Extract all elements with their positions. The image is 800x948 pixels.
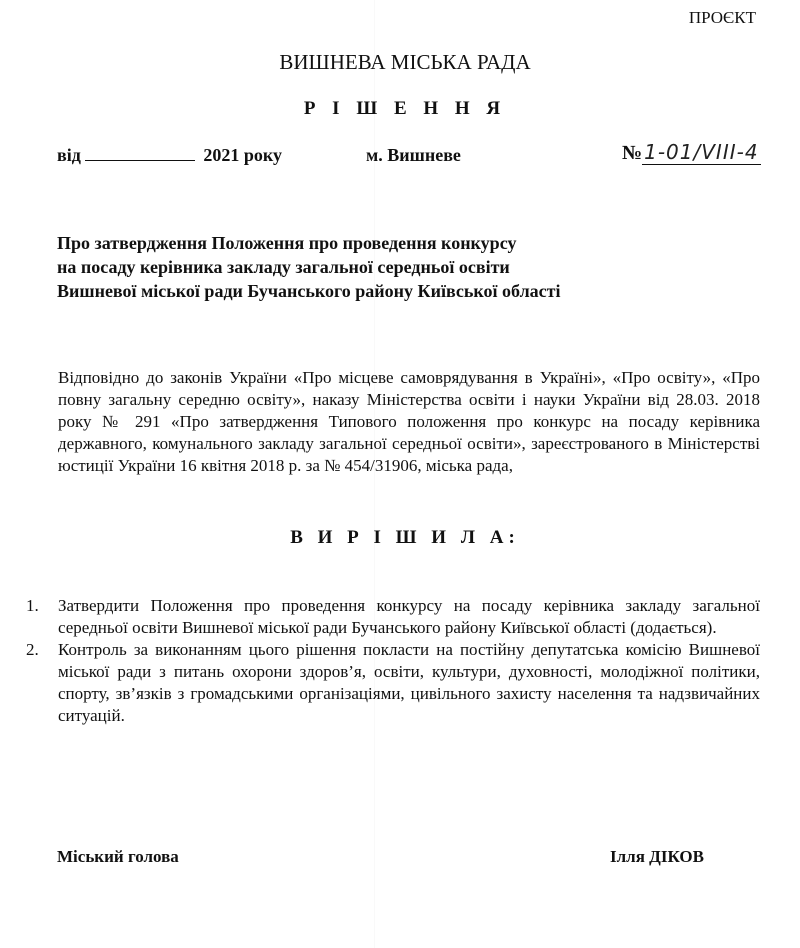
signature-name: Ілля ДІКОВ — [610, 847, 704, 866]
item-number: 1. — [26, 596, 39, 615]
date-from-label: від — [57, 145, 81, 165]
date-blank-field — [85, 146, 195, 161]
date-year: 2021 року — [203, 145, 282, 165]
city-name: м. Вишневе — [366, 145, 461, 165]
item-text: Затвердити Положення про проведення конкурсу на посаду керівника закладу загальної середньої освіти Вишневої міської ради Бучанського району Київської області (додається). — [58, 596, 760, 637]
decision-heading — [57, 231, 717, 303]
heading-line: Про затвердження Положення про проведення конкурсу — [57, 233, 517, 253]
signature-position: Міський голова — [57, 847, 179, 866]
heading-line: на посаду керівника закладу загальної середньої освіти — [57, 257, 510, 277]
item-number: 2. — [26, 640, 39, 659]
heading-line: Вишневої міської ради Бучанського району Київської області — [57, 281, 561, 301]
council-name: ВИШНЕВА МІСЬКА РАДА — [279, 50, 531, 74]
decision-number — [622, 140, 761, 165]
preamble-paragraph: Відповідно до законів України «Про місцеве самоврядування в Україні», «Про освіту», «Про повну загальну середню освіту», наказу Міністерства освіти і науки України від 28.03. 2018 року № 291 «Про затвердження Типового положення про конкурс на посаду керівника державного, комунального закладу загальної середньої освіти», зареєстрованого в Міністерстві юстиції України 16 квітня 2018 р. за № 454/31906, міська рада, — [58, 368, 760, 475]
item-text: Контроль за виконанням цього рішення покласти на постійну депутатська комісію Вишневої міської ради з питань охорони здоров’я, освіти, культури, духовності, молодіжної політики, спорту, зв’язків з громадськими організаціями, цивільного захисту населення та надзвичайних ситуацій. — [58, 640, 760, 725]
draft-label: ПРОЄКТ — [688, 8, 756, 27]
resolved-label: В И Р І Ш И Л А: — [290, 527, 520, 548]
document-type-title: Р І Ш Е Н Н Я — [303, 98, 507, 119]
list-item — [26, 595, 760, 639]
date-line — [57, 145, 282, 166]
list-item — [26, 639, 760, 727]
decision-items-list — [26, 595, 760, 727]
handwritten-number: 1-01/VIII-4 — [644, 140, 759, 164]
number-sign: № — [622, 142, 643, 164]
